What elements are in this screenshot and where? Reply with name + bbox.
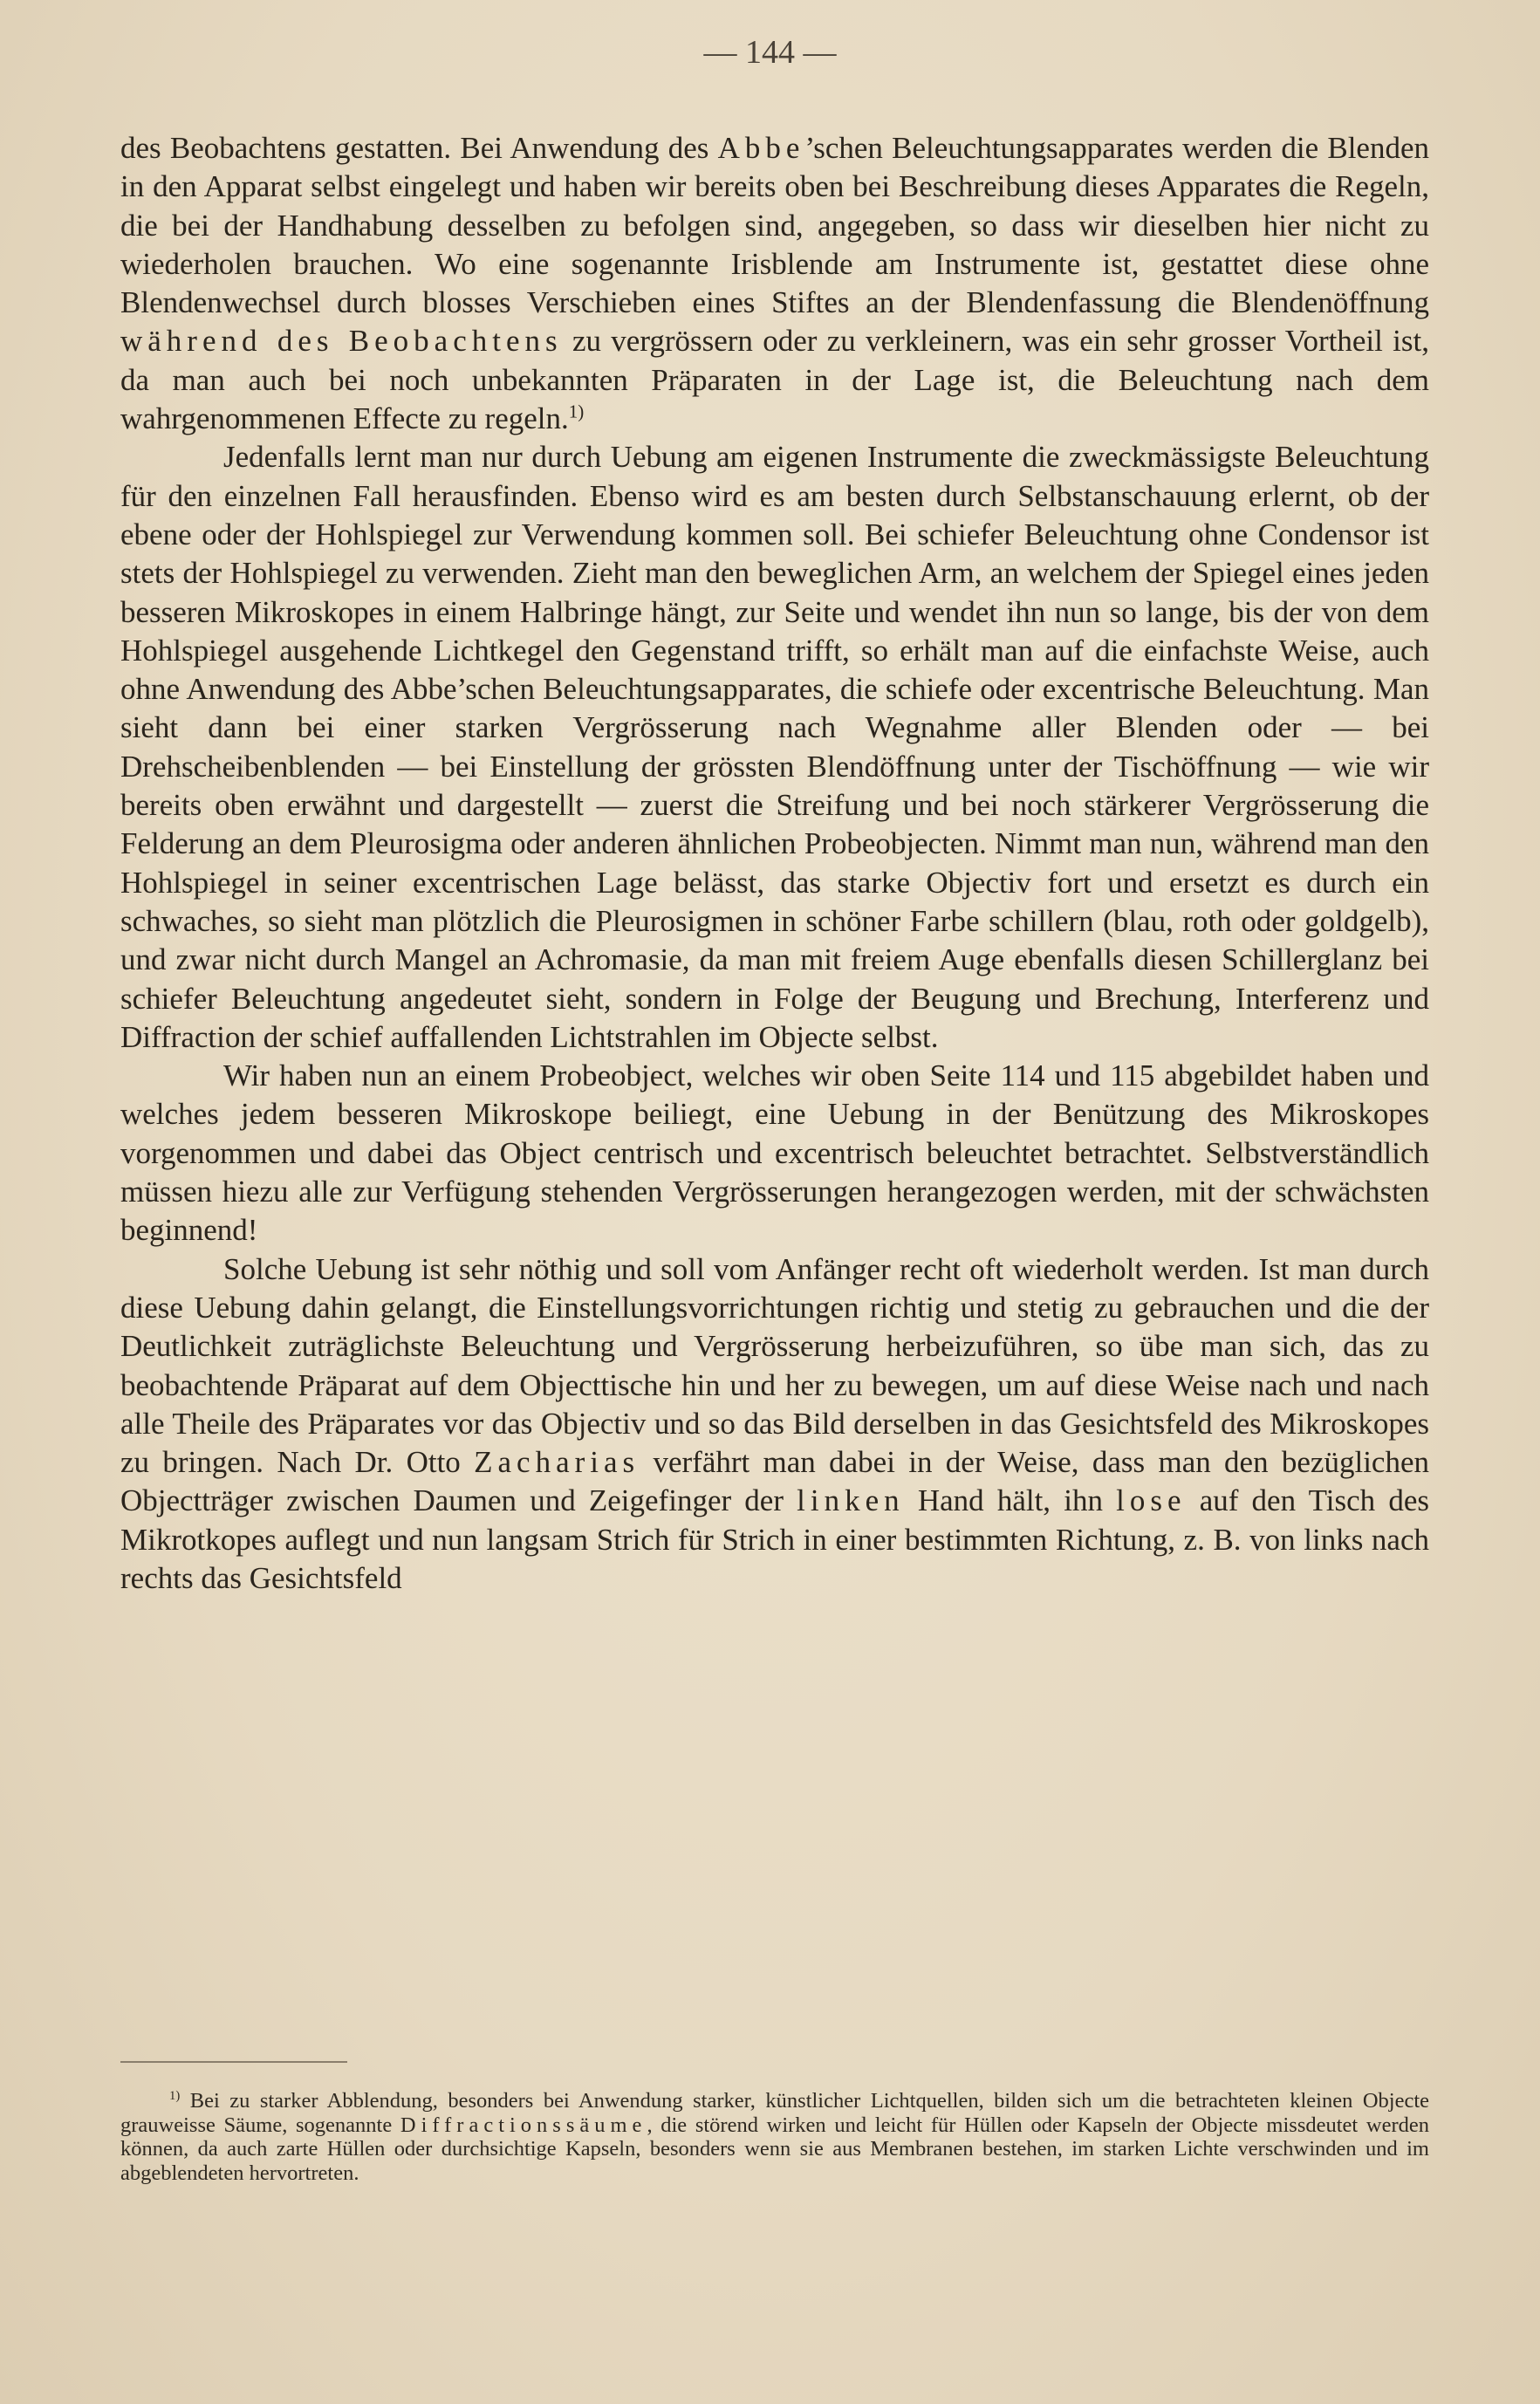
text-segment: Wir haben nun an einem Probeobject, welches wir oben Seite 114 und 115 abgebildet haben und welches jedem besseren Mikroskope beiliegt, eine Uebung in der Benützung des Mikroskopes vorgenommen und dabei das Object centrisch und excentrisch beleuchtet betrachtet. Selbstverständlich müssen hiezu alle zur Verfügung stehenden Vergrösserungen herangezogen werden, mit der schwächsten beginnend! <box>120 1058 1429 1248</box>
paragraph <box>120 438 1429 1057</box>
paragraph <box>120 1250 1429 1599</box>
spaced-name: Zacharias <box>474 1445 640 1480</box>
text-segment: Jedenfalls lernt man nur durch Uebung am eigenen Instrumente die zweckmässigste Beleuchtung für den einzelnen Fall herausfinden. Ebenso wird es am besten durch Selbstanschauung erlernt, ob der ebene oder der Hohlspiegel zur Verwendung kommen soll. Bei schiefer Beleuchtung ohne Condensor ist stets der Hohlspiegel zu verwenden. Zieht man den beweglichen Arm, an welchem der Spiegel eines jeden besseren Mikroskopes in einem Halbringe hängt, zur Seite und wendet ihn nun so lange, bis der von dem Hohlspiegel ausgehende Lichtkegel den Gegenstand trifft, so erhält man auf die einfachste Weise, auch ohne Anwendung des Abbe’schen Beleuchtungsapparates, die schiefe oder excentrische Beleuchtung. Man sieht dann bei einer starken Vergrösserung nach Wegnahme aller Blenden oder — bei Drehscheibenblenden — bei Einstellung der grössten Blendöffnung unter der Tischöffnung — wie wir bereits oben erwähnt und dargestellt — zuerst die Streifung und bei noch stärkerer Vergrösserung die Felderung an dem Pleurosigma oder anderen ähnlichen Probeobjecten. Nimmt man nun, während man den Hohlspiegel in seiner excentrischen Lage belässt, das starke Objectiv fort und ersetzt es durch ein schwaches, so sieht man plötzlich die Pleurosigmen in schöner Farbe schillern (blau, roth oder goldgelb), und zwar nicht durch Mangel an Achromasie, da man mit freiem Auge ebenfalls diesen Schillerglanz bei schiefer Beleuchtung angedeutet sieht, sondern in Folge der Beugung und Brechung, Interferenz und Diffraction der schief auffallenden Lichtstrahlen im Objecte selbst. <box>120 440 1429 1054</box>
footnotes <box>120 2089 1429 2185</box>
footnote-marker: 1) <box>568 401 585 422</box>
text-segment: zu vergrössern oder zu verkleinern, was ein sehr grosser Vortheil ist, da man auch bei noch unbekannten Präparaten in der Lage ist, die Beleuchtung nach dem wahrgenommenen Effecte zu regeln. <box>120 324 1430 436</box>
text-segment: Hand hält, ihn <box>904 1483 1117 1518</box>
page-number: — 144 — <box>703 34 837 71</box>
spaced-word: lose <box>1116 1483 1187 1518</box>
spaced-name: Abbe <box>717 131 805 165</box>
footnote-separator <box>120 2061 347 2063</box>
footnote-marker: 1) <box>169 2088 181 2103</box>
paragraph <box>120 1057 1429 1250</box>
text-segment: auf den Tisch des Mikrotkopes auflegt und nun langsam Strich für Strich in einer bestimmten Richtung, z. B. von links nach rechts das Gesichtsfeld <box>120 1483 1429 1595</box>
text-segment: , die störend wirken und leicht für Hüllen oder Kapseln der Objecte missdeutet werden können, da auch zarte Hüllen oder durchsichtige Kapseln, besonders wenn sie aus Membranen bestehen, im starken Lichte verschwinden und im abgeblendeten hervortreten. <box>120 2113 1430 2185</box>
text-segment: verfährt man dabei in der Weise, dass man den bezüglichen Objectträger zwischen Daumen und Zeigefinger der <box>120 1445 1429 1518</box>
text-segment: Solche Uebung ist sehr nöthig und soll vom Anfänger recht oft wiederholt werden. Ist man durch diese Uebung dahin gelangt, die Einstellungsvorrichtungen richtig und stetig zu gebrauchen und die der Deutlichkeit zuträglichste Beleuchtung und Vergrösserung herbeizuführen, so übe man sich, das zu beobachtende Präparat auf dem Objecttische hin und her zu bewegen, um auf diese Weise nach und nach alle Theile des Präparates vor das Objectiv und so das Bild derselben in das Gesichtsfeld des Mikroskopes zu bringen. Nach Dr. Otto <box>120 1251 1429 1480</box>
footnote <box>120 2089 1429 2185</box>
spaced-word: linken <box>797 1483 905 1518</box>
body-text <box>120 129 1429 1598</box>
spaced-phrase: während des Beobachtens <box>120 324 563 359</box>
text-segment: Bei zu starker Abblendung, besonders bei Anwendung starker, künstlicher Lichtquellen, bilden sich um die betrachteten kleinen Objecte grauweisse Säume, sogenannte <box>120 2089 1429 2137</box>
text-segment: ’schen Beleuchtungsapparates werden die Blenden in den Apparat selbst eingelegt und haben wir bereits oben bei Beschreibung dieses Apparates die Regeln, die bei der Handhabung desselben zu befolgen sind, angegeben, so dass wir dieselben hier nicht zu wiederholen brauchen. Wo eine sogenannte Irisblende am Instrumente ist, gestattet diese ohne Blendenwechsel durch blosses Verschieben eines Stiftes an der Blendenfassung die Blendenöffnung <box>120 131 1430 320</box>
paragraph <box>120 129 1429 438</box>
text-segment: des Beobachtens gestatten. Bei Anwendung des <box>120 131 718 165</box>
spaced-word: Diffractionssäume <box>400 2113 647 2137</box>
